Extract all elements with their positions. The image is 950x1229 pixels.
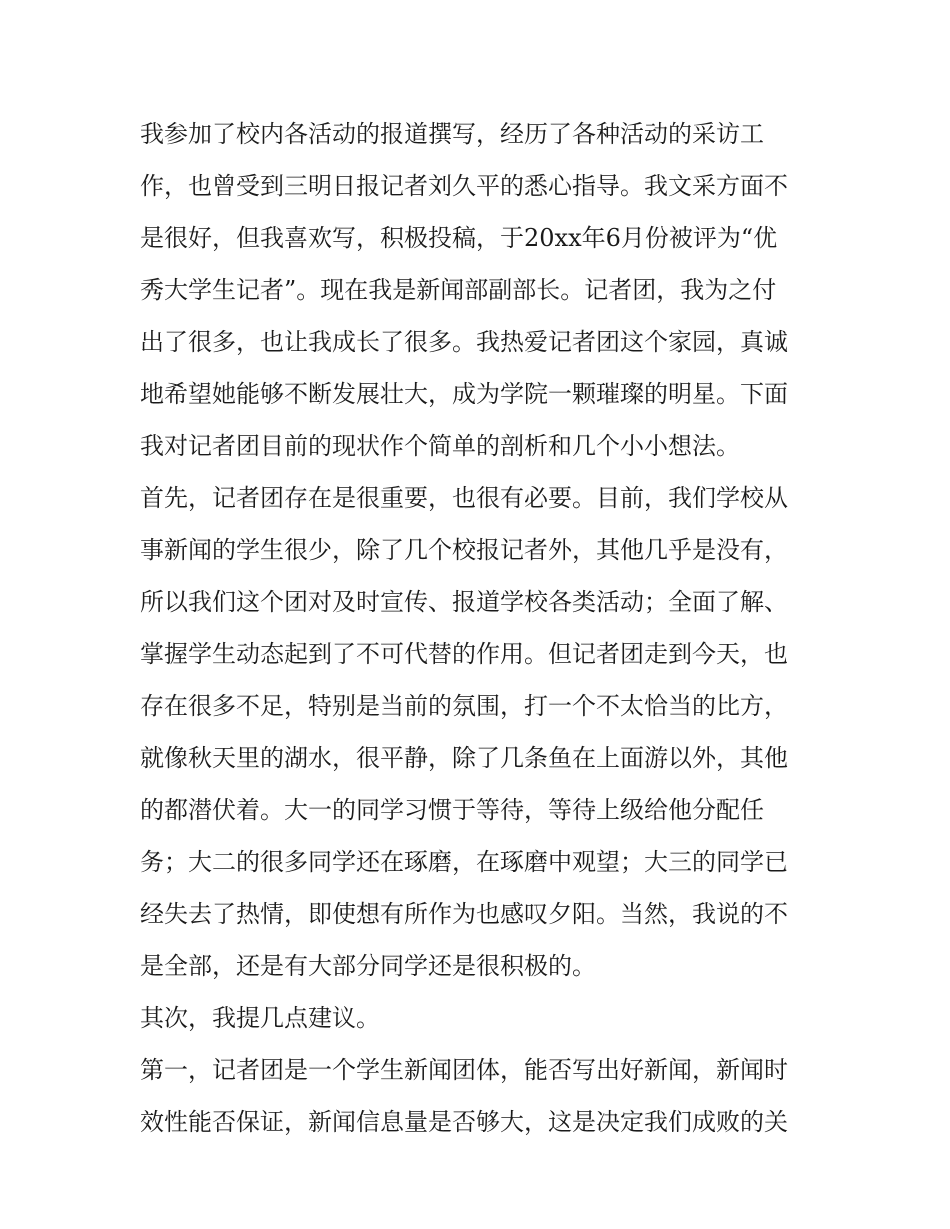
text-line: 第一，记者团是一个学生新闻团体，能否写出好新闻，新闻时 (140, 1056, 788, 1084)
text-line: 效性能否保证，新闻信息量是否够大，这是决定我们成败的关 (140, 1108, 788, 1136)
text-line: 我参加了校内各活动的报道撰写，经历了各种活动的采访工 (140, 120, 764, 148)
text-line: 事新闻的学生很少，除了几个校报记者外，其他几乎是没有， (140, 536, 788, 564)
text-line: 地希望她能够不断发展壮大，成为学院一颗璀璨的明星。下面 (140, 380, 788, 408)
text-line: 存在很多不足，特别是当前的氛围，打一个不太恰当的比方， (140, 692, 788, 720)
text-line: 务；大二的很多同学还在琢磨，在琢磨中观望；大三的同学已 (140, 848, 788, 876)
text-line: 其次，我提几点建议。 (140, 1004, 380, 1032)
text-line: 所以我们这个团对及时宣传、报道学校各类活动；全面了解、 (140, 588, 788, 616)
text-line: 出了很多，也让我成长了很多。我热爱记者团这个家园，真诚 (140, 328, 788, 356)
text-line: 经失去了热情，即使想有所作为也感叹夕阳。当然，我说的不 (140, 900, 788, 928)
text-line: 作，也曾受到三明日报记者刘久平的悉心指导。我文采方面不 (140, 172, 788, 200)
text-line: 是全部，还是有大部分同学还是很积极的。 (140, 952, 596, 980)
text-line: 就像秋天里的湖水，很平静，除了几条鱼在上面游以外，其他 (140, 744, 788, 772)
text-line: 是很好，但我喜欢写，积极投稿，于20xx年6月份被评为“优 (140, 224, 778, 252)
text-line: 的都潜伏着。大一的同学习惯于等待，等待上级给他分配任 (140, 796, 764, 824)
text-line: 我对记者团目前的现状作个简单的剖析和几个小小想法。 (140, 432, 740, 460)
text-line: 掌握学生动态起到了不可代替的作用。但记者团走到今天，也 (140, 640, 788, 668)
text-line: 首先，记者团存在是很重要，也很有必要。目前，我们学校从 (140, 484, 788, 512)
document-body (140, 108, 814, 1148)
text-line: 秀大学生记者”。现在我是新闻部副部长。记者团，我为之付 (140, 276, 777, 304)
